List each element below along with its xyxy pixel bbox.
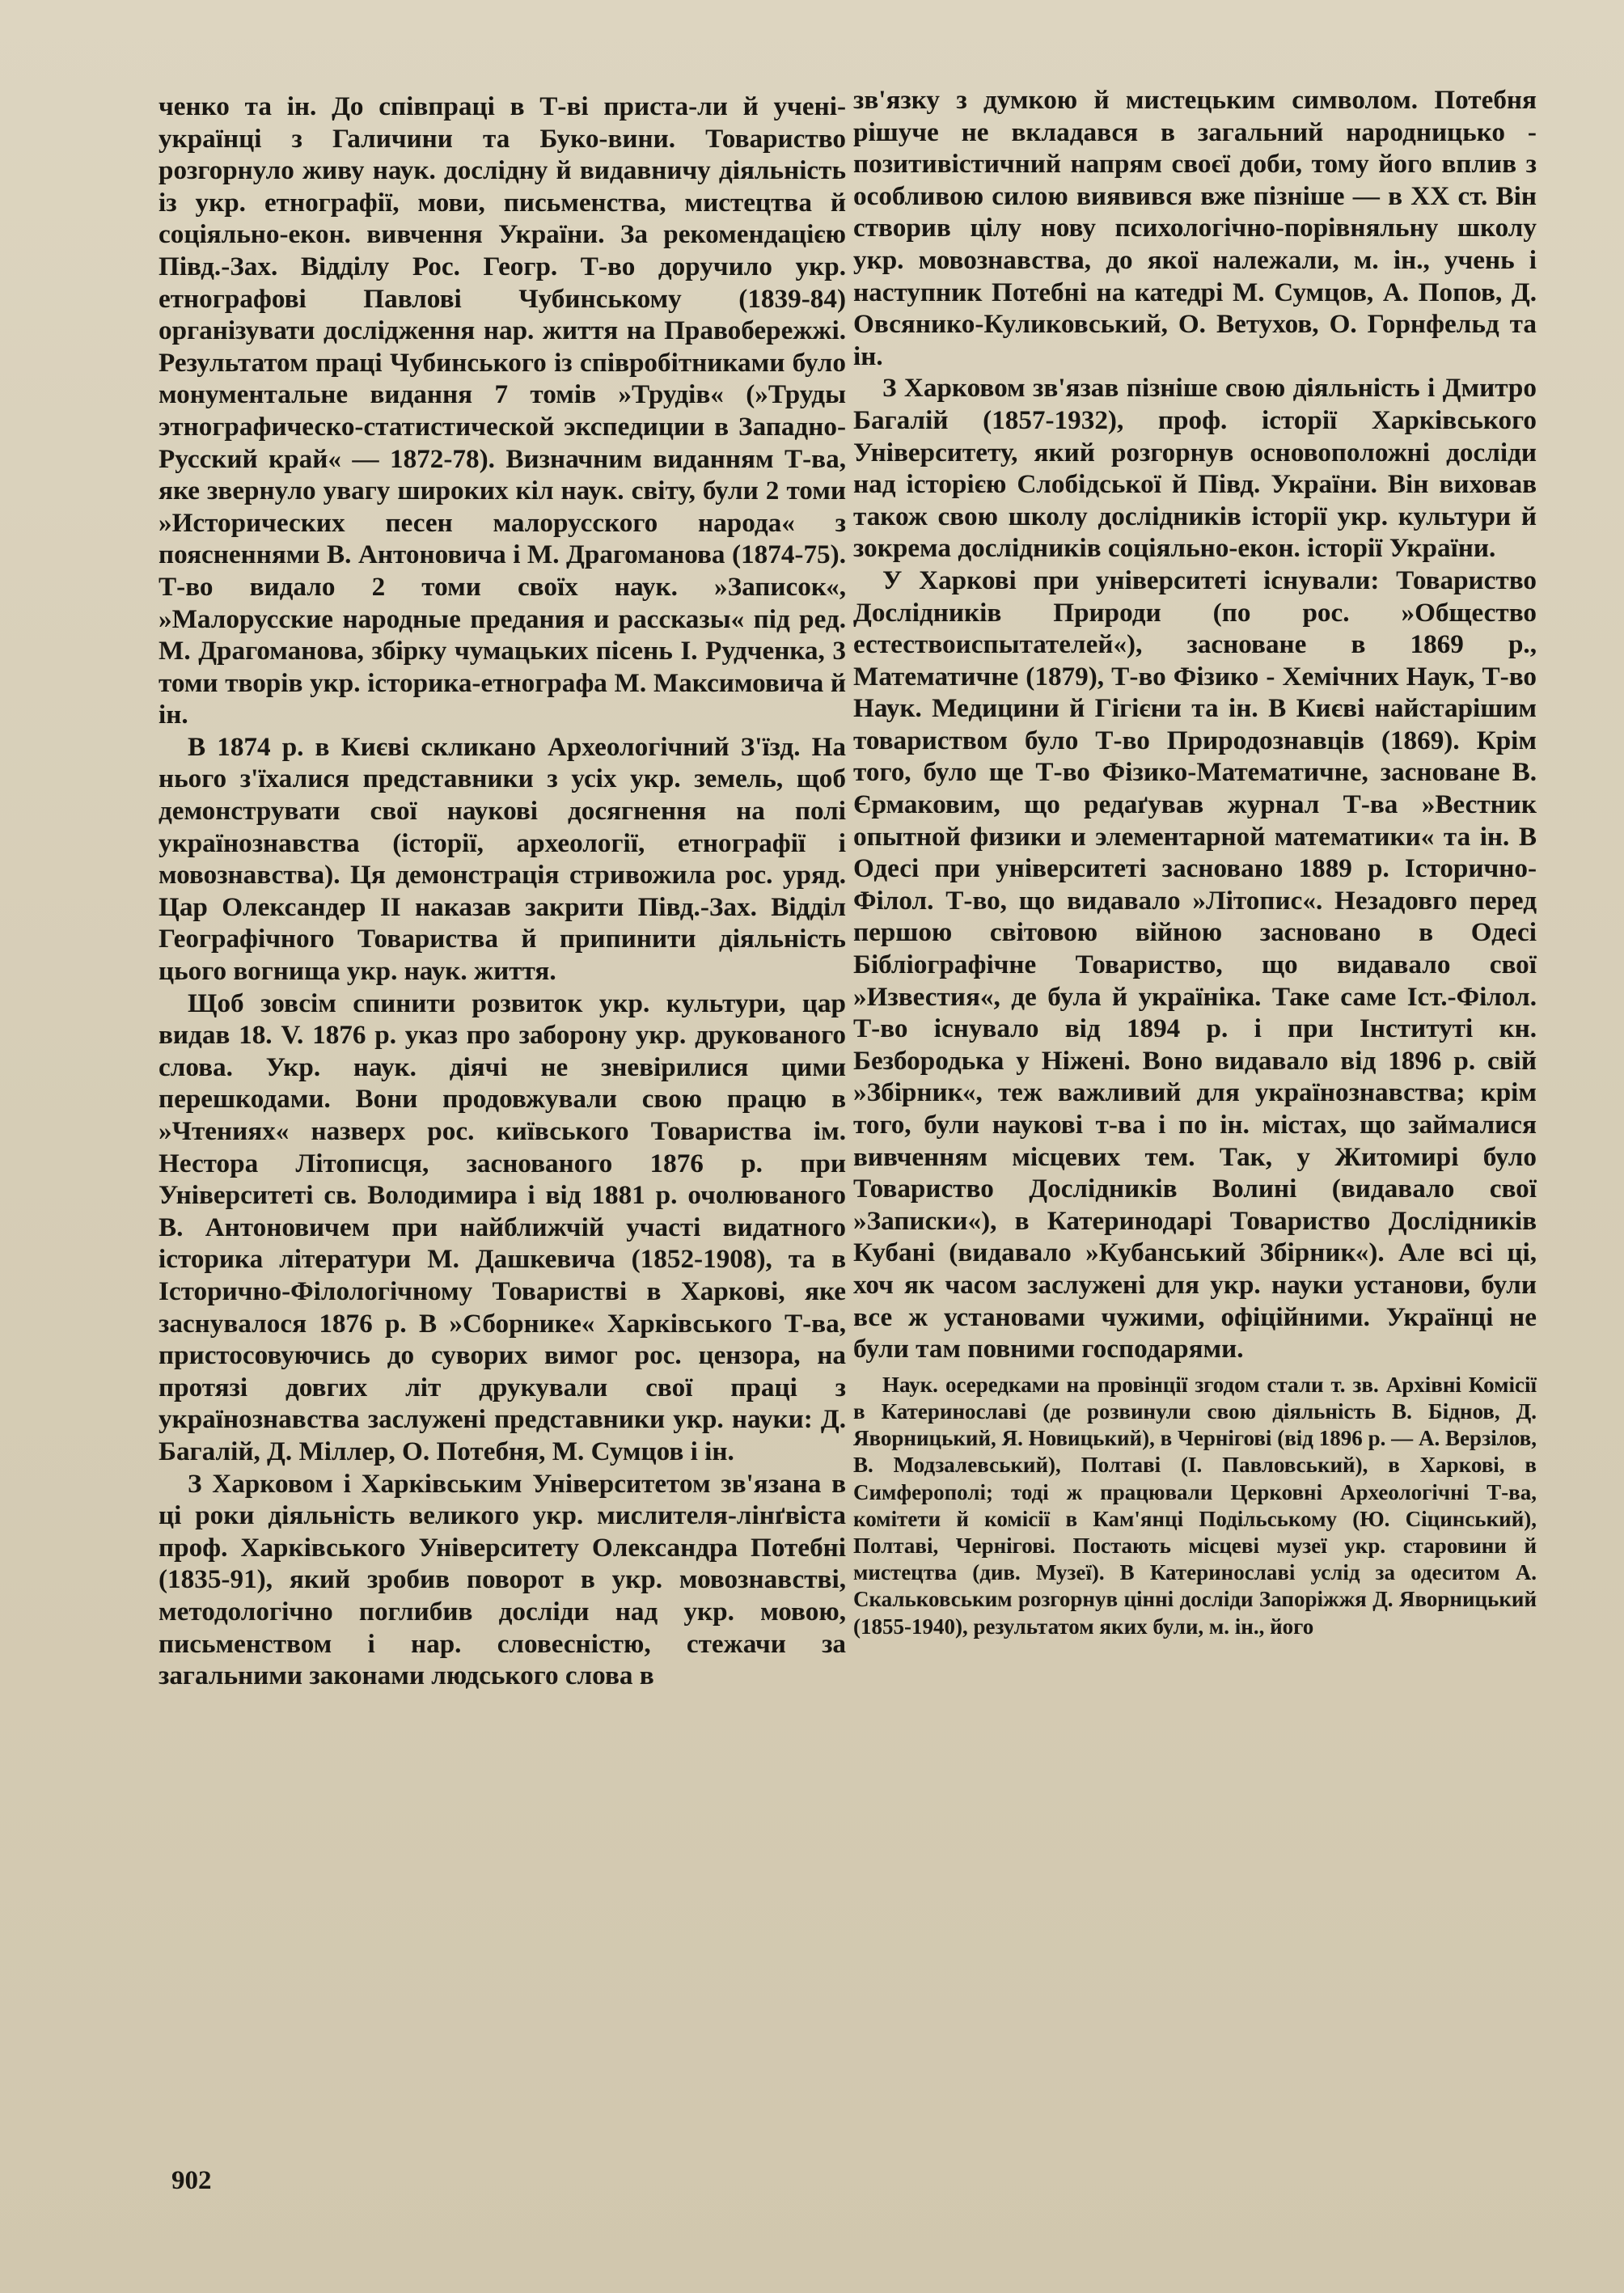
paragraph: ченко та ін. До співпраці в Т-ві приста-ли й учені-українці з Галичини та Буко-вини. Товариство розгорнуло живу наук. дослідну й видавничу діяльність із укр. етнографії, мови, письменства, мистецтва й соціяльно-екон. вивчення України. За рекомендацією Півд.-Зах. Відділу Рос. Геогр. Т-во доручило укр. етнографові Павлові Чубинському (1839-84) організувати дослідження нар. життя на Правобережжі. Результатом праці Чубинського із співробітниками було монументальне видання 7 томів »Трудів« (»Труды этнографическо-статистической экспедиции в Западно-Русский край« — 1872-78). Визначним виданням Т-ва, яке звернуло увагу широких кіл наук. світу, були 2 томи »Исторических песен малорусского народа« з поясненнями В. Антоновича і М. Драгоманова (1874-75). Т-во видало 2 томи своїх наук. »Записок«, »Малорусские народные предания и рассказы« під ред. М. Драгоманова, збірку чумацьких пісень І. Рудченка, 3 томи творів укр. історика-етнографа М. Максимовича й ін.: [159, 91, 846, 730]
paragraph: З Харковом і Харківським Університетом зв'язана в ці роки діяльність великого укр. мислителя-лінґвіста проф. Харківського Університету Олександра Потебні (1835-91), який зробив поворот в укр. мовознавстві, методологічно поглибив досліди над укр. мовою, письменством і нар. словесністю, стежачи за загальними законами людського слова в: [159, 1468, 846, 1691]
paragraph: зв'язку з думкою й мистецьким символом. Потебня рішуче не вкладався в загальний народницько - позитивістичний напрям своєї доби, тому його вплив з особливою силою виявився вже пізніше — в XX ст. Він створив цілу нову психологічно-порівняльну школу укр. мовознавства, до якої належали, м. ін., учень і наступник Потебні на катедрі М. Сумцов, А. Попов, Д. Овсянико-Куликовський, О. Ветухов, О. Горнфельд та ін.: [853, 85, 1537, 371]
paragraph: В 1874 р. в Києві скликано Археологічний З'їзд. На нього з'їхалися представники з усіх укр. земель, щоб демонструвати свої наукові досягнення на полі українознавства (історії, археології, етнографії і мовознавства). Ця демонстрація стривожила рос. уряд. Цар Олександер II наказав закрити Півд.-Зах. Відділ Географічного Товариства й припинити діяльність цього вогнища укр. наук. життя.: [159, 731, 846, 987]
paragraph: З Харковом зв'язав пізніше свою діяльність і Дмитро Багалій (1857-1932), проф. історії Харківського Університету, який розгорнув основоположні досліди над історією Слобідської й Півд. України. Він виховав також свою школу дослідників історії укр. культури й зокрема дослідників соціяльно-екон. історії України.: [853, 373, 1537, 564]
left-column: [159, 91, 846, 1692]
paragraph: Щоб зовсім спинити розвиток укр. культури, цар видав 18. V. 1876 р. указ про заборону укр. друкованого слова. Укр. наук. діячі не зневірилися цими перешкодами. Вони продовжували свою працю в »Чтениях« назверх рос. київського Товариства ім. Нестора Літописця, заснованого 1876 р. при Університеті св. Володимира і від 1881 р. очолюваного В. Антоновичем при найближчій участі видатного історика літератури М. Дашкевича (1852-1908), та в Історично-Філологічному Товаристві в Харкові, яке заснувалося 1876 р. В »Сборнике« Харківського Т-ва, пристосовуючись до суворих вимог рос. цензора, на протязі довгих літ друкували свої праці з українознавства заслужені представники укр. науки: Д. Багалій, Д. Міллер, О. Потебня, М. Сумцов і ін.: [159, 988, 846, 1466]
small-print-paragraph: Наук. осередками на провінції згодом стали т. зв. Архівні Комісії в Катеринославі (де розвинули свою діяльність В. Біднов, Д. Яворницький, Я. Новицький), в Чернігові (від 1896 р. — А. Верзілов, В. Модзалевський), Полтаві (І. Павловський), в Харкові, в Симферополі; тоді ж працювали Церковні Археологічні Т-ва, комітети й комісії в Кам'янці Подільському (Ю. Сіцинський), Полтаві, Чернігові. Постають місцеві музеї укр. старовини й мистецтва (див. Музеї). В Катеринославі услід за одеситом А. Скальковським розгорнув цінні досліди Запоріжжя Д. Яворницький (1855-1940), результатом яких були, м. ін., його: [853, 1372, 1537, 1639]
page-number: 902: [171, 2166, 212, 2195]
paragraph: У Харкові при університеті існували: Товариство Дослідників Природи (по рос. »Общество естествоиспытателей«), засноване в 1869 р., Математичне (1879), Т-во Фізико - Хемічних Наук, Т-во Наук. Медицини й Гігієни та ін. В Києві найстарішим товариством було Т-во Природознавців (1869). Крім того, було ще Т-во Фізико-Математичне, засноване В. Єрмаковим, що редаґував журнал Т-ва »Вестник опытной физики и элементарной математики« та ін. В Одесі при університеті засновано 1889 р. Історично-Філол. Т-во, що видавало »Літопис«. Незадовго перед першою світовою війною засновано в Одесі Бібліографічне Товариство, що видавало свої »Известия«, де була й україніка. Таке саме Іст.-Філол. Т-во існувало від 1894 р. і при Інституті кн. Безбородька у Ніжені. Воно видавало від 1896 р. свій »Збірник«, теж важливий для українознавства; крім того, були наукові т-ва і по ін. містах, що займалися вивченням місцевих тем. Так, у Житомирі було Товариство Дослідників Волині (видавало свої »Записки«), в Катеринодарі Товариство Дослідників Кубані (видавало »Кубанський Збірник«). Але всі ці, хоч як часом заслужені для укр. науки установи, були все ж установами чужими, офіційними. Українці не були там повними господарями.: [853, 565, 1537, 1364]
right-column: [853, 84, 1537, 1640]
